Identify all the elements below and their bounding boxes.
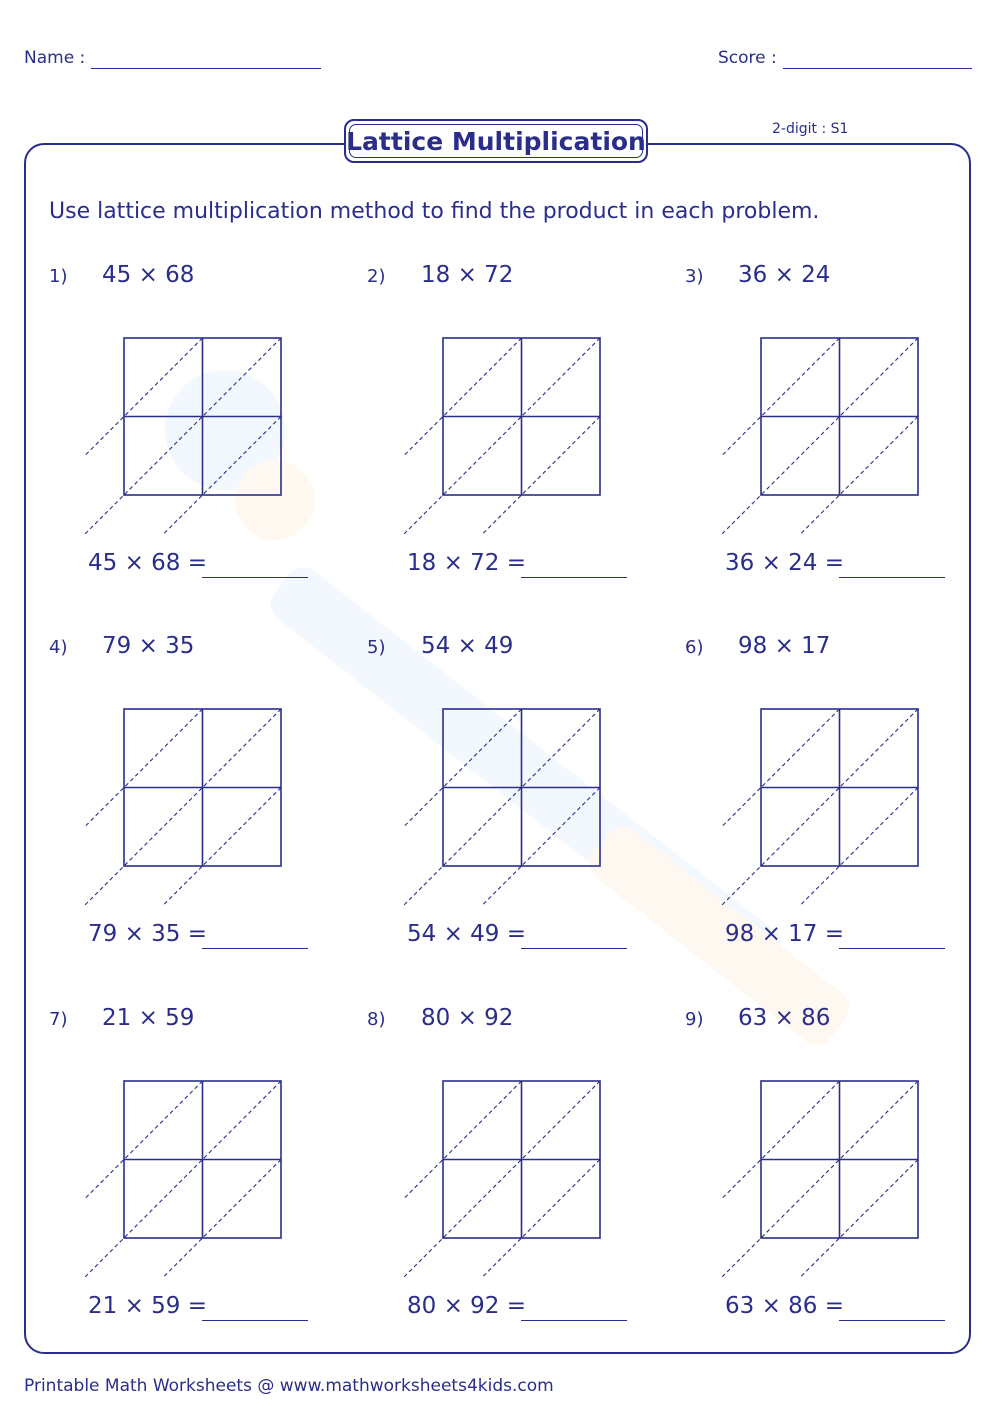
name-label: Name :: [24, 48, 86, 68]
answer-line[interactable]: [202, 948, 308, 949]
problem-number: 2): [367, 266, 386, 287]
lattice-diagonal: [482, 417, 601, 536]
lattice-diagonal: [721, 1081, 918, 1278]
answer-line[interactable]: [521, 948, 627, 949]
lattice-diagonal: [84, 1081, 203, 1200]
footer-url-link[interactable]: www.mathworksheets4kids.com: [279, 1376, 554, 1396]
lattice-diagonal: [721, 338, 918, 535]
lattice-diagonal: [482, 788, 601, 907]
lattice-diagonal: [800, 1160, 919, 1279]
lattice-diagonal: [163, 417, 282, 536]
lattice-diagonal: [84, 709, 281, 906]
lattice-diagonal: [403, 338, 600, 535]
lattice-diagonal: [403, 1081, 600, 1278]
score-label: Score :: [718, 48, 777, 68]
answer-line[interactable]: [202, 1320, 308, 1321]
lattice-diagonal: [403, 338, 522, 457]
answer-prompt: 80 × 92 =: [407, 1293, 527, 1319]
problem-number: 7): [49, 1009, 68, 1030]
lattice-diagonal: [84, 1081, 281, 1278]
answer-line[interactable]: [839, 948, 945, 949]
problem-expression: 98 × 17: [738, 633, 831, 659]
answer-prompt: 18 × 72 =: [407, 550, 527, 576]
answer-line[interactable]: [521, 577, 627, 578]
instructions: Use lattice multiplication method to find the product in each problem.: [49, 199, 820, 224]
lattice-grid[interactable]: [401, 707, 601, 907]
answer-line[interactable]: [521, 1320, 627, 1321]
problem-number: 3): [685, 266, 704, 287]
score-field-line[interactable]: [783, 68, 972, 69]
problem-number: 6): [685, 637, 704, 658]
answer-prompt: 54 × 49 =: [407, 921, 527, 947]
problem-number: 5): [367, 637, 386, 658]
problem-expression: 63 × 86: [738, 1005, 831, 1031]
lattice-grid[interactable]: [82, 707, 282, 907]
lattice-diagonal: [721, 709, 840, 828]
lattice-diagonal: [84, 709, 203, 828]
lattice-diagonal: [482, 1160, 601, 1279]
problem-number: 8): [367, 1009, 386, 1030]
lattice-diagonal: [800, 417, 919, 536]
lattice-diagonal: [84, 338, 281, 535]
answer-prompt: 21 × 59 =: [88, 1293, 208, 1319]
problem-number: 9): [685, 1009, 704, 1030]
lattice-diagonal: [163, 788, 282, 907]
lattice-grid[interactable]: [719, 336, 919, 536]
problem-expression: 45 × 68: [102, 262, 195, 288]
set-code: 2-digit : S1: [772, 121, 849, 137]
footer: [24, 1376, 554, 1396]
answer-prompt: 79 × 35 =: [88, 921, 208, 947]
lattice-diagonal: [403, 1081, 522, 1200]
lattice-diagonal: [721, 709, 918, 906]
answer-prompt: 36 × 24 =: [725, 550, 845, 576]
problem-expression: 54 × 49: [421, 633, 514, 659]
problem-expression: 79 × 35: [102, 633, 195, 659]
answer-prompt: 63 × 86 =: [725, 1293, 845, 1319]
lattice-diagonal: [84, 338, 203, 457]
lattice-grid[interactable]: [401, 1079, 601, 1279]
worksheet-title: Lattice Multiplication: [344, 119, 648, 163]
problem-expression: 18 × 72: [421, 262, 514, 288]
lattice-grid[interactable]: [82, 1079, 282, 1279]
problem-number: 1): [49, 266, 68, 287]
lattice-diagonal: [721, 1081, 840, 1200]
problem-number: 4): [49, 637, 68, 658]
lattice-grid[interactable]: [401, 336, 601, 536]
lattice-diagonal: [163, 1160, 282, 1279]
name-field-line[interactable]: [91, 68, 321, 69]
answer-prompt: 98 × 17 =: [725, 921, 845, 947]
lattice-grid[interactable]: [719, 707, 919, 907]
lattice-grid[interactable]: [719, 1079, 919, 1279]
lattice-diagonal: [403, 709, 522, 828]
answer-prompt: 45 × 68 =: [88, 550, 208, 576]
footer-prefix: Printable Math Worksheets @: [24, 1376, 280, 1396]
lattice-diagonal: [721, 338, 840, 457]
lattice-diagonal: [800, 788, 919, 907]
answer-line[interactable]: [202, 577, 308, 578]
answer-line[interactable]: [839, 577, 945, 578]
answer-line[interactable]: [839, 1320, 945, 1321]
problem-expression: 36 × 24: [738, 262, 831, 288]
lattice-grid[interactable]: [82, 336, 282, 536]
problem-expression: 21 × 59: [102, 1005, 195, 1031]
lattice-diagonal: [403, 709, 600, 906]
problem-expression: 80 × 92: [421, 1005, 514, 1031]
